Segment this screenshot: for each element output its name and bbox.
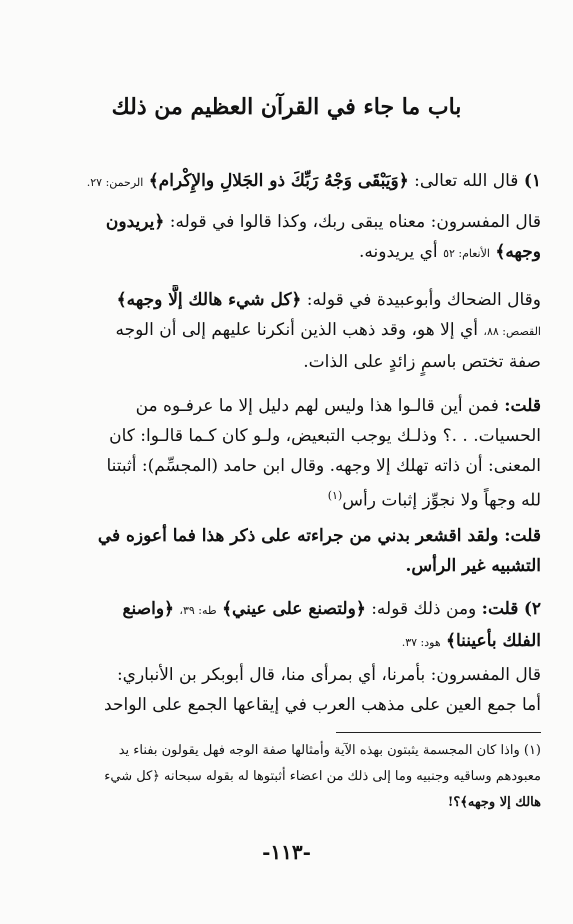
paragraph-4-line-4 <box>30 481 541 516</box>
verse-reference: هود: ٣٧. <box>401 636 441 649</box>
text-run: قال المفسرون: معناه يبقى ربك، وكذا قالوا في قوله: <box>169 212 541 232</box>
footnote-marker: (١) <box>327 489 343 502</box>
paragraph-2-line-2 <box>30 237 541 269</box>
paragraph-7-line-2: أما جمع العين على مذهب العرب في إيقاعها الجمع على الواحد <box>104 695 541 715</box>
paragraph-6-line-2 <box>30 626 541 658</box>
paragraph-3-line-1 <box>30 285 541 315</box>
footnote-line-1: (١) واذا كان المجسمة يثبتون بهذه الآية وأمثالها صفة الوجه فهل يقولون بفناء يد <box>118 743 541 758</box>
paragraph-1-line <box>30 166 541 198</box>
item-number: ٢) <box>523 599 541 619</box>
paragraph-5-line-2: التشبيه غير الرأس. <box>405 556 541 576</box>
footnote-line-3: هالك إلا وجهه﴾؟! <box>447 795 541 810</box>
quran-verse: ﴿ولتصنع على عيني﴾ <box>222 599 366 619</box>
paragraph-1 <box>30 166 541 198</box>
quran-verse: ﴿يريدون <box>105 212 165 232</box>
footnote <box>32 738 541 816</box>
text-run: فمن أين قالـوا هذا وليس لهم دليل إلا ما عرفـوه من <box>135 396 499 416</box>
paragraph-6-line-1 <box>30 594 541 626</box>
paragraph-7-line-1: قال المفسرون: بأمرنا، أي بمرأى منا، قال أبوبكر بن الأنباري: <box>116 665 541 685</box>
chapter-title: باب ما جاء في القرآن العظيم من ذلك <box>111 94 462 120</box>
paragraph-5-line-1: قلت: ولقد اقشعر بدني من جراءته على ذكر هذا فما أعوزه في <box>97 526 541 546</box>
footnote-divider <box>336 732 541 733</box>
quran-verse: وجهه﴾ <box>495 242 541 262</box>
paragraph-2 <box>30 207 541 269</box>
paragraph-2-line-1 <box>30 207 541 237</box>
verse-reference: الرحمن: ٢٧. <box>86 176 144 189</box>
paragraph-4-line-2: الحسيات. . .؟ وذلـك يوجب التبعيض، ولـو كان كـما قالـوا: كان <box>109 426 541 446</box>
quran-verse: الفلك بأعيننا﴾ <box>446 631 541 651</box>
text-run: وقال الضحاك وأبوعبيدة في قوله: <box>306 290 541 310</box>
quran-verse: ﴿واصنع <box>122 599 174 619</box>
text-run: أي إلا هو، وقد ذهب الذين أنكرنا عليهم إلى أن الوجه <box>115 320 478 340</box>
page-number: -١١٣- <box>262 840 311 864</box>
verse-reference: طه: ٣٩، <box>179 604 217 617</box>
item-number: ١) <box>523 171 541 191</box>
paragraph-7 <box>30 660 541 720</box>
lead-text: قلت: <box>481 599 519 619</box>
footnote-line-2: معبودهم وساقيه وجنبيه وما إلى ذلك من اعضاء أثبتوها له بقوله سبحانه ﴿كل شيء <box>104 769 541 784</box>
paragraph-3-line-3: صفة تختص باسمٍ زائدٍ على الذات. <box>303 352 541 372</box>
text-run: أي يريدونه. <box>358 242 438 262</box>
verse-reference: الأنعام: ٥٢ <box>443 247 490 260</box>
paragraph-4 <box>30 391 541 516</box>
paragraph-5 <box>30 521 541 581</box>
paragraph-6 <box>30 594 541 658</box>
paragraph-4-line-3: المعنى: أن ذاته تهلك إلا وجهه. وقال ابن حامد (المجسِّم): أثبتنا <box>106 456 541 476</box>
lead-text: قلت: <box>504 396 541 416</box>
text-run: لله وجهاً ولا نجوِّز إثبات رأس <box>342 490 541 511</box>
paragraph-3 <box>30 285 541 377</box>
paragraph-4-line-1 <box>30 391 541 421</box>
quran-verse: ﴿وَيَبْقَى وَجْهُ رَبِّكَ ذو الجَلالِ والإِكْرام﴾ <box>148 171 409 191</box>
quran-verse: ﴿كل شيء هالك إلَّا وجهه﴾ <box>116 290 302 310</box>
lead-text: قال الله تعالى: <box>414 171 519 191</box>
verse-reference: القصص: ٨٨، <box>483 325 541 338</box>
paragraph-3-line-2 <box>30 315 541 347</box>
text-run: ومن ذلك قوله: <box>371 599 477 619</box>
